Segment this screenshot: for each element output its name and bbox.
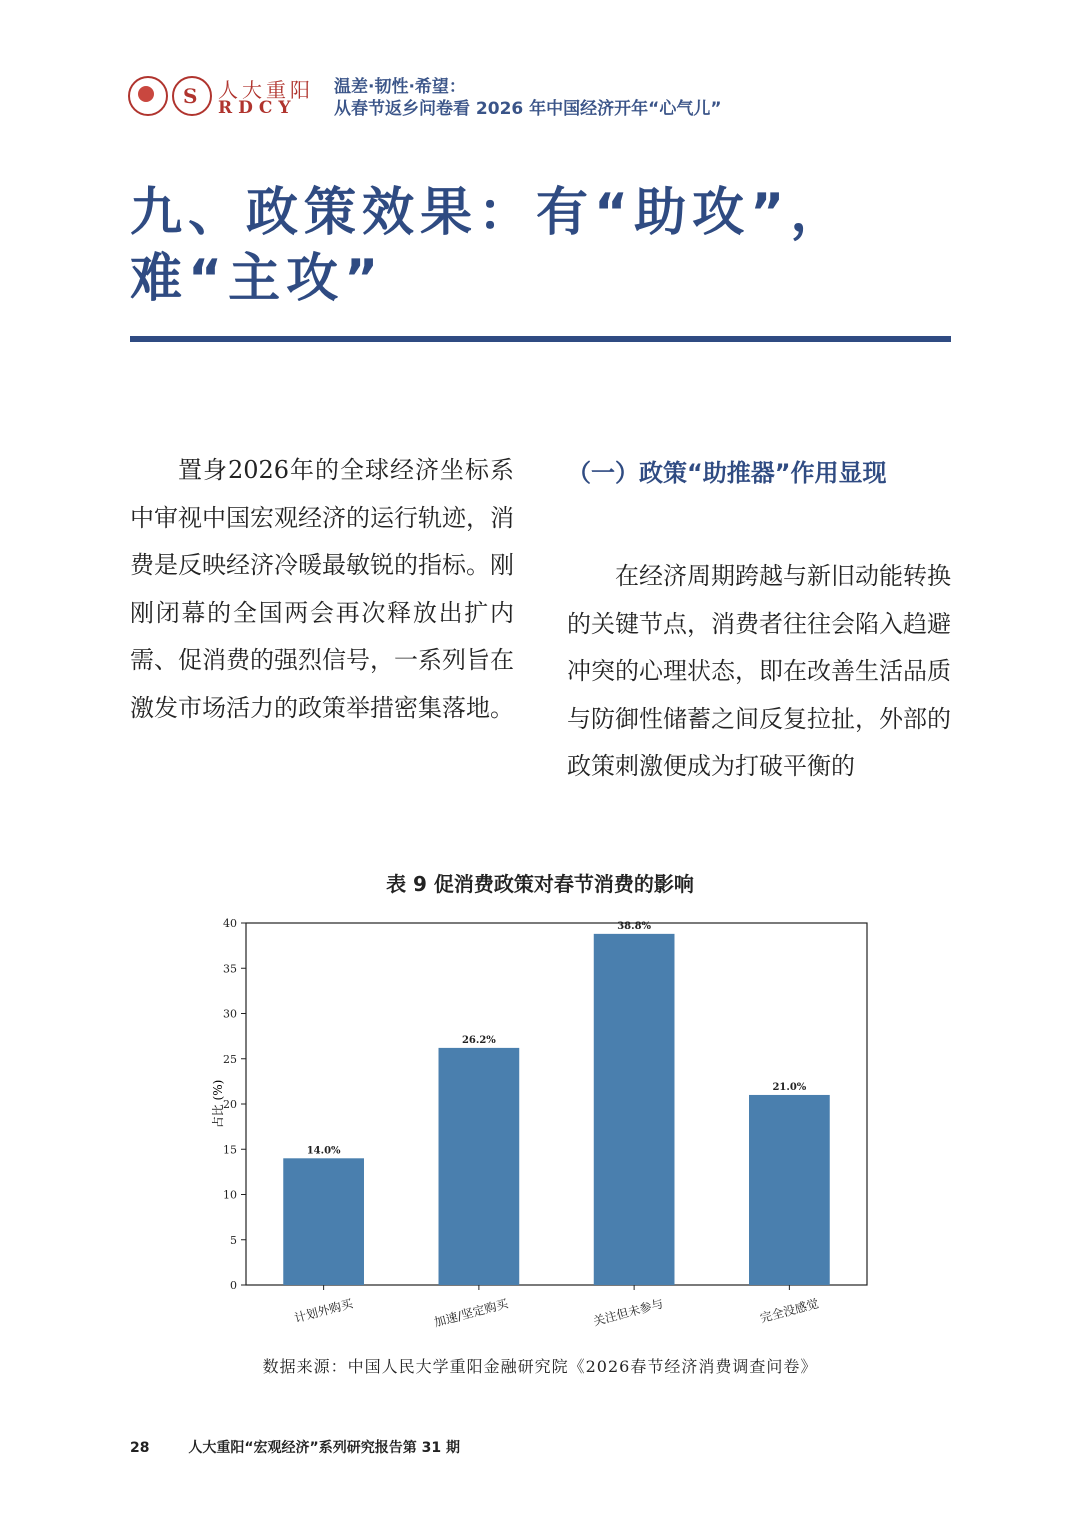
x-tick-label: 计划外购买	[292, 1296, 355, 1326]
y-tick-label: 5	[230, 1233, 237, 1247]
brand-english: RDCY	[218, 98, 297, 118]
figure-source: 数据来源：中国人民大学重阳金融研究院《2026春节经济消费调查问卷》	[262, 1357, 818, 1376]
figure-title: 表 9 促消费政策对春节消费的影响	[386, 872, 694, 896]
bar	[439, 1048, 520, 1285]
section-heading: 九、政策效果：有“助攻”，难“主攻”	[130, 183, 849, 309]
x-tick-label: 完全没感觉	[758, 1296, 821, 1326]
y-tick-label: 35	[223, 962, 237, 976]
page-footer	[130, 1437, 460, 1457]
bar	[594, 934, 675, 1285]
bar-value-label: 38.8%	[617, 920, 652, 932]
subheading: （一）政策“助推器”作用显现	[567, 459, 887, 487]
left-paragraph: 置身2026年的全球经济坐标系中审视中国宏观经济的运行轨迹，消费是反映经济冷暖最敏锐的指标。刚刚闭幕的全国两会再次释放出扩内需、促消费的强烈信号，一系列旨在激发市场活力的政策举措密集落地。	[130, 456, 514, 722]
bar	[749, 1095, 830, 1285]
bar-value-label: 21.0%	[772, 1081, 807, 1093]
bar-value-label: 14.0%	[306, 1145, 341, 1157]
s-emblem-icon: S	[172, 76, 212, 116]
bar-value-label: 26.2%	[461, 1034, 496, 1046]
report-series: 人大重阳“宏观经济”系列研究报告第 31 期	[188, 1440, 460, 1456]
y-tick-label: 40	[223, 917, 237, 930]
y-tick-label: 0	[230, 1279, 237, 1292]
bar	[283, 1158, 364, 1285]
report-title-line2: 从春节返乡问卷看 2026 年中国经济开年“心气儿”	[334, 99, 722, 119]
brand-chinese: 人大重阳	[218, 78, 314, 102]
report-title-line1: 温差·韧性·希望：	[334, 77, 466, 97]
y-tick-label: 10	[223, 1188, 237, 1202]
page-number: 28	[130, 1440, 150, 1456]
y-tick-label: 25	[223, 1052, 237, 1066]
y-tick-label: 30	[223, 1007, 237, 1021]
x-tick-label: 加速/坚定购买	[432, 1296, 510, 1330]
right-paragraph: 在经济周期跨越与新旧动能转换的关键节点，消费者往往会陷入趋避冲突的心理状态，即在改善生活品质与防御性储蓄之间反复拉扯，外部的政策刺激便成为打破平衡的	[567, 562, 951, 780]
y-tick-label: 20	[223, 1098, 237, 1111]
y-tick-label: 15	[223, 1143, 237, 1157]
x-tick-label: 关注但未参与	[591, 1296, 665, 1329]
y-axis-label: 占比 (%)	[211, 1079, 225, 1129]
